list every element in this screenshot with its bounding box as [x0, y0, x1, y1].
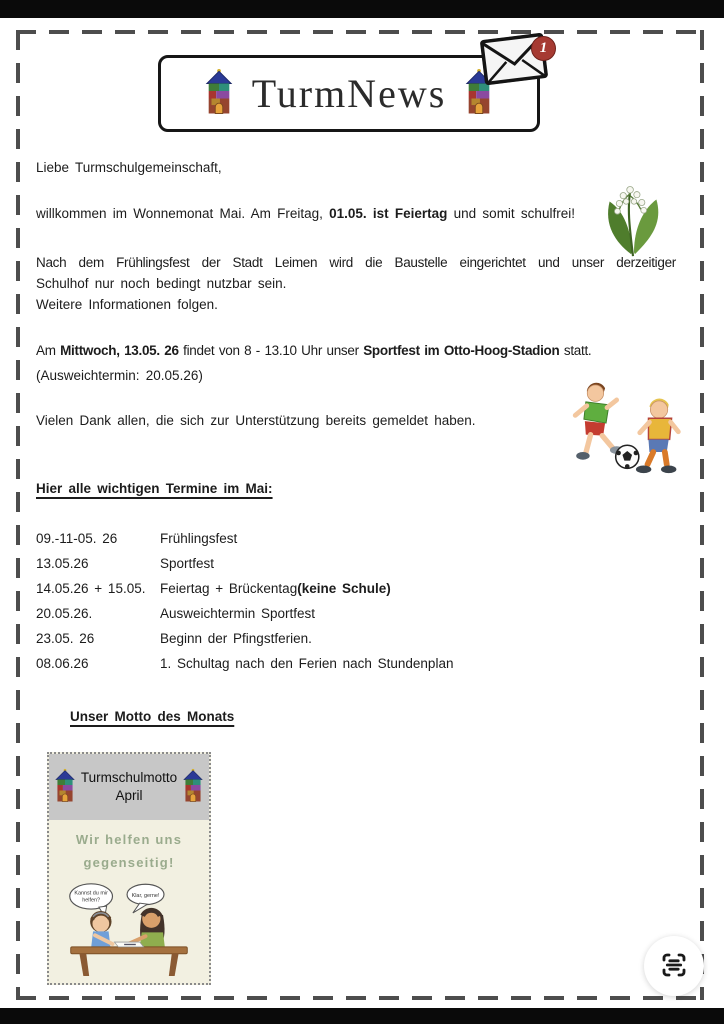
termine-date: 23.05. 26	[36, 631, 95, 646]
termine-date: 08.06.26	[36, 656, 89, 671]
lily-of-the-valley-illustration	[597, 182, 669, 265]
page-border-bottom	[16, 996, 704, 1000]
termine-row	[36, 551, 453, 576]
termine-row	[36, 626, 453, 651]
poster-motto-line1: Wir helfen uns	[75, 832, 183, 847]
termine-label: Beginn der Pfingstferien.	[160, 631, 312, 646]
sportfest-alternative-date: (Ausweichtermin: 20.05.26)	[36, 368, 203, 383]
motto-poster	[47, 752, 211, 985]
letterbox-top	[0, 0, 724, 18]
termine-row	[36, 601, 453, 626]
termine-date: 09.-11-05. 26	[36, 531, 118, 546]
termine-date: 20.05.26.	[36, 606, 93, 621]
motto-heading: Unser Motto des Monats	[70, 709, 235, 724]
termine-label: 1. Schultag nach den Ferien nach Stundenplan	[160, 656, 454, 671]
poster-title-line2: April	[115, 788, 143, 803]
poster-title	[76, 769, 182, 805]
scan-text-button[interactable]	[644, 936, 704, 996]
intro-text: willkommen im Wonnemonat Mai. Am Freitag, 01.05. ist Feiertag und somit schulfrei!	[36, 206, 575, 221]
poster-motto-text	[49, 828, 209, 874]
construction-line3: Weitere Informationen folgen.	[36, 297, 218, 312]
page-border-right	[700, 30, 704, 1000]
termine-label: Ausweichtermin Sportfest	[160, 606, 316, 621]
helping-kids-illustration	[54, 876, 204, 983]
termine-label-bold: (keine Schule)	[297, 581, 391, 596]
termine-row	[36, 651, 453, 676]
poster-motto-line2: gegenseitig!	[83, 855, 175, 870]
newsletter-title: TurmNews	[251, 71, 447, 116]
termine-row	[36, 526, 453, 551]
termine-label: Frühlingsfest	[160, 531, 238, 546]
greeting-text: Liebe Turmschulgemeinschaft,	[36, 160, 222, 175]
notification-badge: 1	[531, 36, 556, 61]
scan-text-icon	[659, 950, 689, 983]
tower-icon	[204, 68, 234, 119]
construction-line1: Nach dem Frühlingsfest der Stadt Leimen wird die Baustelle eingerichtet und unser derzeitiger	[36, 255, 676, 270]
page-border-top	[16, 30, 704, 34]
thanks-text: Vielen Dank allen, die sich zur Unterstützung bereits gemeldet haben.	[36, 413, 476, 428]
termine-heading: Hier alle wichtigen Termine im Mai:	[36, 481, 273, 496]
sportfest-text: Am Mittwoch, 13.05. 26 findet von 8 - 13.10 Uhr unser Sportfest im Otto-Hoog-Stadion statt.	[36, 343, 592, 358]
termine-list	[36, 526, 453, 676]
bubble-question-line2: helfen?	[82, 897, 101, 904]
termine-date: 13.05.26	[36, 556, 89, 571]
page-border-left	[16, 30, 20, 1000]
bubble-question-line1: Kannst du mir	[74, 890, 108, 897]
tower-icon	[54, 765, 76, 810]
bubble-answer-text: Klar, gerne!	[131, 892, 160, 899]
termine-row	[36, 576, 453, 601]
construction-line2: Schulhof nur noch bedingt nutzbar sein.	[36, 276, 287, 291]
termine-date: 14.05.26 + 15.05.	[36, 581, 146, 596]
soccer-kids-illustration	[566, 372, 702, 483]
construction-paragraph	[36, 255, 676, 312]
poster-title-line1: Turmschulmotto	[80, 770, 178, 785]
motto-poster-header	[49, 754, 209, 820]
termine-label: Sportfest	[160, 556, 215, 571]
termine-label: Feiertag + Brückentag	[160, 581, 298, 596]
tower-icon	[182, 765, 204, 810]
letterbox-bottom	[0, 1008, 724, 1024]
